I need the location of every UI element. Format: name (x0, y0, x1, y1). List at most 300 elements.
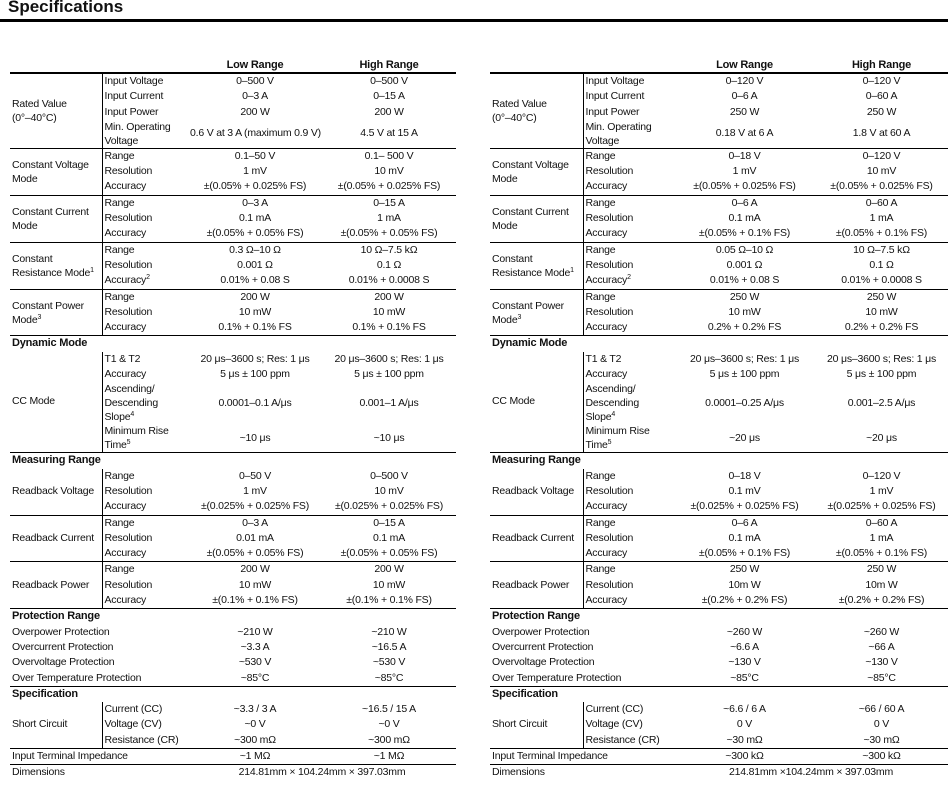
table-row (10, 469, 456, 484)
low-range-value: 5 μs ± 100 ppm (709, 368, 780, 381)
high-range-value: ±(0.1% + 0.1% FS) (346, 594, 432, 607)
low-range-value: ±(0.025% + 0.025% FS) (690, 500, 799, 513)
impedance-label: Input Terminal Impedance (10, 748, 188, 764)
footnote-marker: 5 (607, 439, 612, 447)
high-range-value: 4.5 V at 15 A (360, 127, 418, 140)
parameter-label: Accuracy (102, 179, 188, 195)
parameter-label: Range (583, 289, 674, 305)
low-range-value: 20 μs–3600 s; Res: 1 μs (689, 352, 800, 365)
table-row (490, 625, 948, 640)
dynamic-mode-heading: Dynamic Mode (490, 336, 948, 352)
low-range-value: ±(0.2% + 0.2% FS) (701, 594, 788, 607)
high-range-value: 10 mV (866, 165, 897, 178)
low-range-value: ~130 V (728, 656, 761, 669)
parameter-label: Range (583, 148, 674, 164)
parameter-label: Min. Operating Voltage (102, 120, 188, 149)
high-range-value: ~1 MΩ (322, 748, 456, 764)
low-range-value: 200 W (188, 289, 322, 305)
parameter-label: Voltage (CV) (583, 717, 674, 732)
high-range-value: ~66 / 60 A (858, 703, 905, 716)
low-range-value: 0.18 V at 6 A (715, 127, 774, 140)
parameter-label: Resolution (583, 305, 674, 320)
high-range-value: 0–120 V (815, 148, 948, 164)
high-range-value: 0.001–2.5 A/μs (847, 396, 916, 409)
table-row (490, 765, 948, 781)
parameter-label: Resistance (CR) (583, 733, 674, 749)
parameter-label: Range (102, 515, 188, 531)
high-range-value: 1 mV (869, 484, 894, 497)
parameter-label: Input Voltage (583, 73, 674, 89)
dimensions-value: 214.81mm ×104.24mm × 397.03mm (674, 765, 948, 781)
high-range-value: 0.1% + 0.1% FS (352, 321, 426, 334)
low-range-value: ±(0.025% + 0.025% FS) (200, 500, 310, 513)
rated-value-label: Rated Value (0°–40°C) (10, 73, 102, 148)
table-row (490, 515, 948, 531)
readback-voltage-label: Readback Voltage (12, 484, 95, 497)
low-range-value: ±(0.05% + 0.05% FS) (206, 547, 304, 560)
low-range-value: ~20 μs (729, 431, 760, 444)
parameter-label: Voltage (CV) (102, 717, 188, 732)
high-range-value: 10 mW (372, 305, 406, 318)
low-range-value: ~1 MΩ (188, 748, 322, 764)
parameter-label: Accuracy (102, 367, 188, 382)
high-range-value: 200 W (374, 105, 404, 118)
low-range-value: ±(0.1% + 0.1% FS) (212, 594, 298, 607)
table-row (490, 655, 948, 670)
parameter-label: Accuracy (102, 546, 188, 562)
parameter-label: Current (CC) (583, 702, 674, 717)
parameter-label: Resolution (102, 578, 188, 593)
low-range-value: 0.1 mA (728, 531, 761, 544)
low-range-value: ~530 V (238, 656, 272, 669)
low-range-value: ±(0.05% + 0.1% FS) (698, 547, 791, 560)
parameter-label: Resolution (583, 578, 674, 593)
parameter-label: Input Power (583, 105, 674, 120)
dynamic-mode-heading: Dynamic Mode (10, 336, 456, 352)
footnote-marker: 3 (37, 313, 42, 321)
high-range-value: 20 μs–3600 s; Res: 1 μs (334, 352, 444, 365)
high-range-value: 1 mA (869, 212, 894, 225)
low-range-value: ~10 μs (239, 431, 271, 444)
parameter-label: Ascending/ Descending Slope$^4$ (102, 382, 188, 424)
specification-heading: Specification (10, 686, 456, 702)
impedance-label: Input Terminal Impedance (490, 748, 674, 764)
title-rule (0, 19, 948, 22)
parameter-label: Resolution (583, 164, 674, 179)
high-range-value: 0–120 V (862, 469, 901, 482)
protection-label: Overpower Protection (492, 625, 590, 638)
measuring-range-heading: Measuring Range (490, 453, 948, 469)
high-range-value: ±(0.05% + 0.1% FS) (835, 227, 928, 240)
high-range-value: ~260 W (863, 625, 900, 638)
low-range-value: ~210 W (237, 625, 273, 638)
low-range-value: 1 mV (732, 165, 757, 178)
dimensions-label: Dimensions (490, 765, 674, 781)
table-row (490, 289, 948, 305)
protection-label: Overcurrent Protection (492, 640, 594, 653)
low-range-value: 0–18 V (674, 148, 815, 164)
table-row (490, 195, 948, 211)
parameter-label: Resolution (102, 258, 188, 273)
high-range-value: 250 W (815, 562, 948, 578)
high-range-value: ±(0.025% + 0.025% FS) (334, 500, 444, 513)
table-row (490, 562, 948, 578)
parameter-label: Resolution (102, 164, 188, 179)
protection-range-heading: Protection Range (10, 609, 456, 625)
low-range-value: 0–500 V (188, 73, 322, 89)
table-row (10, 195, 456, 211)
parameter-label: Resolution (102, 211, 188, 226)
high-range-value: 0–60 A (865, 90, 898, 103)
spec-panel-right (490, 58, 948, 781)
footnote-marker: 1 (90, 266, 94, 274)
high-range-value: 200 W (322, 289, 456, 305)
high-range-value: 0.1– 500 V (322, 148, 456, 164)
low-range-value: 0.01 mA (236, 531, 274, 544)
spec-panel-left (10, 58, 456, 781)
header-high-range: High Range (359, 59, 419, 71)
parameter-label: Input Current (583, 89, 674, 104)
high-range-value: ~16.5 / 15 A (362, 703, 416, 716)
high-range-value: 0–500 V (370, 469, 408, 482)
cc-mode-label: CC Mode (12, 395, 55, 408)
header-low-range: Low Range (226, 59, 284, 71)
high-range-value: 0–15 A (373, 90, 405, 103)
table-row (490, 148, 948, 164)
low-range-value: ~260 W (726, 625, 763, 638)
high-range-value: ~66 A (868, 640, 895, 653)
high-range-value: 0–60 A (815, 515, 948, 531)
parameter-label: Accuracy (102, 320, 188, 336)
parameter-label: Accuracy (583, 226, 674, 242)
low-range-value: ~85°C (240, 671, 270, 684)
high-range-value: ~85°C (867, 671, 896, 684)
table-row (10, 289, 456, 305)
high-range-value: ±(0.05% + 0.05% FS) (340, 547, 438, 560)
protection-label: Overvoltage Protection (12, 656, 115, 669)
low-range-value: 10m W (728, 578, 761, 591)
low-range-value: 1 mV (243, 165, 267, 178)
protection-label: Overcurrent Protection (12, 640, 114, 653)
table-row (490, 702, 948, 717)
high-range-value: 20 μs–3600 s; Res: 1 μs (826, 352, 937, 365)
low-range-value: 10 mW (238, 305, 272, 318)
parameter-label: Current (CC) (102, 702, 188, 717)
low-range-value: 10 mW (728, 305, 761, 318)
low-range-value: 0.05 Ω–10 Ω (674, 242, 815, 258)
parameter-label: Accuracy (102, 499, 188, 515)
high-range-value: 10 mV (374, 165, 404, 178)
low-range-value: 0.1 mA (238, 212, 272, 225)
high-range-value: ~0 V (378, 718, 400, 731)
parameter-label: Accuracy (583, 367, 674, 382)
high-range-value: 10 mW (865, 305, 898, 318)
parameter-label: Resolution (583, 484, 674, 499)
high-range-value: ~85°C (374, 671, 404, 684)
parameter-label: Accuracy (102, 593, 188, 609)
parameter-label: Resolution (102, 531, 188, 546)
high-range-value: ~210 W (371, 625, 407, 638)
high-range-value: 5 μs ± 100 ppm (846, 368, 917, 381)
parameter-label: Accuracy (583, 546, 674, 562)
dimensions-label: Dimensions (10, 765, 188, 781)
constant-voltage-mode-label: Constant Voltage Mode (490, 148, 583, 195)
parameter-label: Input Voltage (102, 73, 188, 89)
low-range-value: 200 W (240, 105, 270, 118)
cc-mode-label: CC Mode (492, 395, 535, 408)
spec-table (490, 58, 948, 781)
specification-heading: Specification (490, 686, 948, 702)
parameter-label: Range (583, 469, 674, 484)
protection-label: Over Temperature Protection (12, 671, 142, 684)
low-range-value: 5 μs ± 100 ppm (220, 368, 290, 381)
high-range-value: 5 μs ± 100 ppm (354, 368, 424, 381)
low-range-value: 20 μs–3600 s; Res: 1 μs (200, 352, 310, 365)
high-range-value: ~300 mΩ (368, 733, 410, 746)
parameter-label: Accuracy$^2$ (102, 273, 188, 289)
high-range-value: 0.2% + 0.2% FS (844, 321, 919, 334)
table-row (490, 352, 948, 367)
low-range-value: 1 mV (243, 484, 267, 497)
parameter-label: Accuracy (583, 499, 674, 515)
high-range-value: 0.001–1 A/μs (359, 396, 419, 409)
high-range-value: 10 mV (374, 484, 404, 497)
low-range-value: 0.1% + 0.1% FS (218, 321, 292, 334)
parameter-label: Min. Operating Voltage (583, 120, 674, 149)
table-row (10, 352, 456, 367)
high-range-value: 10m W (865, 578, 898, 591)
parameter-label: Resolution (583, 211, 674, 226)
low-range-value: ~6.6 A (730, 640, 759, 653)
high-range-value: 0.1 Ω (869, 258, 894, 271)
spec-table (10, 58, 456, 781)
footnote-marker: 2 (627, 274, 631, 282)
table-row (10, 640, 456, 655)
high-range-value: ~20 μs (866, 431, 897, 444)
parameter-label: Accuracy (583, 320, 674, 336)
low-range-value: ~300 kΩ (674, 748, 815, 764)
parameter-label: Resolution (102, 305, 188, 320)
parameter-label: Range (102, 148, 188, 164)
constant-power-mode-label: Constant Power Mode$^3$ (10, 289, 102, 336)
parameter-label: Resolution (102, 484, 188, 499)
low-range-value: 0.1 mA (728, 212, 761, 225)
high-range-value: 10 mW (372, 578, 406, 591)
protection-label: Over Temperature Protection (492, 671, 622, 684)
low-range-value: ±(0.05% + 0.025% FS) (203, 180, 307, 193)
low-range-value: 0.0001–0.25 A/μs (705, 396, 784, 409)
short-circuit-label: Short Circuit (12, 718, 68, 731)
low-range-value: 0–6 A (674, 515, 815, 531)
low-range-value: 0.0001–0.1 A/μs (218, 396, 292, 409)
low-range-value: 0 V (736, 718, 753, 731)
parameter-label: Range (102, 469, 188, 484)
high-range-value: 1.8 V at 60 A (852, 127, 911, 140)
parameter-label: Minimum Rise Time$^5$ (583, 424, 674, 453)
constant-voltage-mode-label: Constant Voltage Mode (10, 148, 102, 195)
low-range-value: 0–3 A (242, 90, 268, 103)
readback-power-label: Readback Power (490, 562, 583, 609)
high-range-value: 0.01% + 0.0008 S (841, 274, 922, 287)
low-range-value: 0–50 V (238, 469, 272, 482)
table-row (10, 748, 456, 764)
high-range-value: ~130 V (865, 656, 898, 669)
low-range-value: 0–18 V (728, 469, 761, 482)
high-range-value: 1 mA (377, 212, 401, 225)
low-range-value: 0.1 mV (728, 484, 761, 497)
parameter-label: Resolution (583, 258, 674, 273)
protection-label: Overpower Protection (12, 625, 110, 638)
low-range-value: 0.01% + 0.08 S (709, 274, 780, 287)
table-row (490, 242, 948, 258)
low-range-value: ±(0.05% + 0.025% FS) (693, 180, 796, 193)
header-high-range: High Range (851, 59, 912, 71)
low-range-value: ~6.6 / 6 A (723, 703, 766, 716)
high-range-value: 10 Ω–7.5 kΩ (815, 242, 948, 258)
low-range-value: ~3.3 / 3 A (233, 703, 277, 716)
low-range-value: 0–3 A (188, 195, 322, 211)
low-range-value: ±(0.05% + 0.1% FS) (698, 227, 791, 240)
high-range-value: ~300 kΩ (815, 748, 948, 764)
parameter-label: Accuracy (583, 179, 674, 195)
high-range-value: ±(0.05% + 0.05% FS) (340, 227, 438, 240)
dimensions-value: 214.81mm × 104.24mm × 397.03mm (188, 765, 456, 781)
low-range-value: 0.001 Ω (237, 258, 273, 271)
constant-resistance-mode-label: Constant Resistance Mode$^1$ (10, 242, 102, 289)
table-row (10, 655, 456, 670)
footnote-marker: 2 (146, 274, 150, 282)
high-range-value: 0.1 Ω (376, 258, 402, 271)
footnote-marker: 4 (611, 411, 616, 419)
measuring-range-heading: Measuring Range (10, 453, 456, 469)
parameter-label: Range (583, 562, 674, 578)
table-row (10, 625, 456, 640)
high-range-value: 0–15 A (322, 515, 456, 531)
high-range-value: 0–120 V (815, 73, 948, 89)
page-title: Specifications (8, 0, 124, 16)
constant-resistance-mode-label: Constant Resistance Mode$^1$ (490, 242, 583, 289)
high-range-value: 0.1 mA (372, 531, 406, 544)
low-range-value: ~30 mΩ (726, 733, 763, 746)
parameter-label: Minimum Rise Time$^5$ (102, 424, 188, 453)
table-row (10, 702, 456, 717)
high-range-value: 0–500 V (322, 73, 456, 89)
high-range-value: ~10 μs (373, 431, 405, 444)
parameter-label: T1 & T2 (583, 352, 674, 367)
low-range-value: 10 mW (238, 578, 272, 591)
protection-label: Overvoltage Protection (492, 656, 595, 669)
high-range-value: 0 V (873, 718, 890, 731)
low-range-value: 200 W (188, 562, 322, 578)
low-range-value: 0.001 Ω (726, 258, 763, 271)
low-range-value: 0–6 A (674, 195, 815, 211)
readback-power-label: Readback Power (10, 562, 102, 609)
parameter-label: T1 & T2 (102, 352, 188, 367)
table-row (490, 640, 948, 655)
low-range-value: 0–120 V (674, 73, 815, 89)
low-range-value: 0–3 A (188, 515, 322, 531)
parameter-label: Resistance (CR) (102, 733, 188, 749)
readback-current-label: Readback Current (490, 515, 583, 562)
parameter-label: Range (102, 562, 188, 578)
table-row (490, 73, 948, 89)
parameter-label: Range (102, 195, 188, 211)
table-row (490, 748, 948, 764)
low-range-value: ±(0.05% + 0.05% FS) (206, 227, 304, 240)
high-range-value: ±(0.05% + 0.025% FS) (830, 180, 933, 193)
high-range-value: ~16.5 A (371, 640, 407, 653)
high-range-value: 10 Ω–7.5 kΩ (322, 242, 456, 258)
constant-power-mode-label: Constant Power Mode$^3$ (490, 289, 583, 336)
short-circuit-label: Short Circuit (492, 718, 548, 731)
constant-current-mode-label: Constant Current Mode (490, 195, 583, 242)
high-range-value: ±(0.05% + 0.1% FS) (835, 547, 928, 560)
table-row (10, 765, 456, 781)
low-range-value: ~0 V (244, 718, 266, 731)
high-range-value: 200 W (322, 562, 456, 578)
high-range-value: 1 mA (869, 531, 894, 544)
low-range-value: 0–6 A (731, 90, 758, 103)
table-row (10, 73, 456, 89)
table-row (490, 469, 948, 484)
high-range-value: 0.01% + 0.0008 S (348, 274, 430, 287)
parameter-label: Range (102, 242, 188, 258)
table-row (10, 148, 456, 164)
low-range-value: ~3.3 A (240, 640, 270, 653)
high-range-value: ±(0.025% + 0.025% FS) (827, 500, 936, 513)
high-range-value: ±(0.2% + 0.2% FS) (838, 594, 925, 607)
low-range-value: 0.1–50 V (188, 148, 322, 164)
parameter-label: Input Current (102, 89, 188, 104)
table-row (490, 671, 948, 687)
constant-current-mode-label: Constant Current Mode (10, 195, 102, 242)
high-range-value: ±(0.05% + 0.025% FS) (337, 180, 441, 193)
low-range-value: 0.3 Ω–10 Ω (188, 242, 322, 258)
high-range-value: ~30 mΩ (863, 733, 900, 746)
parameter-label: Range (583, 515, 674, 531)
low-range-value: 0.01% + 0.08 S (220, 274, 290, 287)
parameter-label: Resolution (583, 531, 674, 546)
rated-value-label: Rated Value (0°–40°C) (490, 73, 583, 148)
low-range-value: ~300 mΩ (234, 733, 276, 746)
parameter-label: Ascending/ Descending Slope$^4$ (583, 382, 674, 424)
footnote-marker: 3 (517, 313, 522, 321)
table-row (10, 242, 456, 258)
parameter-label: Range (583, 242, 674, 258)
footnote-marker: 4 (130, 411, 135, 419)
low-range-value: 250 W (674, 562, 815, 578)
high-range-value: 250 W (815, 289, 948, 305)
low-range-value: 250 W (674, 289, 815, 305)
parameter-label: Range (102, 289, 188, 305)
table-row (10, 515, 456, 531)
parameter-label: Accuracy (102, 226, 188, 242)
header-low-range: Low Range (716, 59, 773, 71)
readback-voltage-label: Readback Voltage (492, 484, 575, 497)
parameter-label: Input Power (102, 105, 188, 120)
table-row (10, 562, 456, 578)
parameter-label: Range (583, 195, 674, 211)
high-range-value: 250 W (866, 105, 897, 118)
low-range-value: ~85°C (730, 671, 759, 684)
readback-current-label: Readback Current (10, 515, 102, 562)
footnote-marker: 5 (126, 439, 131, 447)
high-range-value: ~530 V (372, 656, 406, 669)
parameter-label: Accuracy (583, 593, 674, 609)
low-range-value: 0.2% + 0.2% FS (707, 321, 782, 334)
parameter-label: Accuracy$^2$ (583, 273, 674, 289)
table-row (10, 671, 456, 687)
